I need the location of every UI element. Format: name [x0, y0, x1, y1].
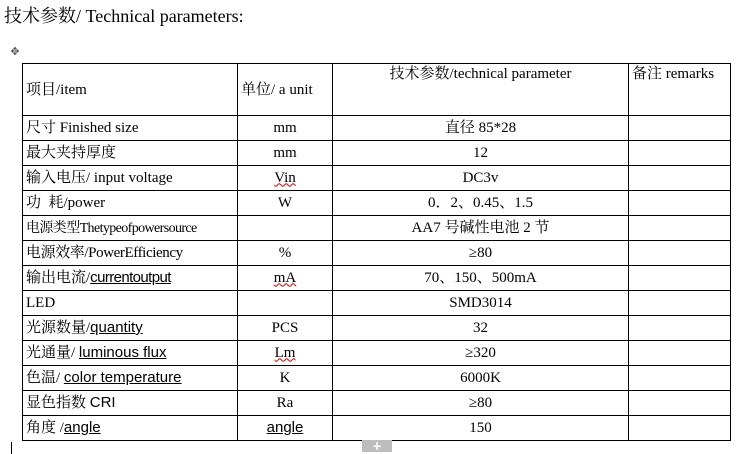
row-remarks [629, 316, 731, 341]
row-item: 电源效率/PowerEfficiency [23, 241, 238, 266]
row-value: 12 [333, 141, 629, 166]
row-item: 尺寸 Finished size [23, 116, 238, 141]
row-value: 6000K [333, 366, 629, 391]
row-value: ≥320 [333, 341, 629, 366]
row-remarks [629, 116, 731, 141]
row-item: 功 耗/power [23, 191, 238, 216]
header-unit: 单位/ a unit [238, 64, 333, 116]
row-value: AA7 号碱性电池 2 节 [333, 216, 629, 241]
row-unit [238, 266, 333, 291]
row-unit: mm [238, 116, 333, 141]
row-unit-text: Lm [274, 344, 296, 361]
row-item [23, 341, 238, 366]
row-unit [238, 341, 333, 366]
row-value: 0．2、0.45、1.5 [333, 191, 629, 216]
table-row [23, 116, 731, 141]
row-remarks [629, 241, 731, 266]
row-item-label: 显色指数 [26, 395, 90, 411]
table-row [23, 216, 731, 241]
row-item-label: 输出电流/ [26, 270, 91, 286]
row-remarks [629, 341, 731, 366]
header-parameter: 技术参数/technical parameter [333, 64, 629, 116]
row-remarks [629, 291, 731, 316]
row-value: DC3v [333, 166, 629, 191]
row-unit: Ra [238, 391, 333, 416]
row-unit-text: Vin [274, 169, 296, 186]
row-item-english: quantity [90, 319, 143, 336]
row-item [23, 266, 238, 291]
row-item-english: luminous flux [78, 344, 167, 361]
table-row [23, 291, 731, 316]
table-row [23, 166, 731, 191]
row-item [23, 366, 238, 391]
row-unit: % [238, 241, 333, 266]
row-item-english: currentoutput [90, 269, 171, 286]
row-remarks [629, 166, 731, 191]
row-unit-text: mA [273, 269, 297, 286]
row-unit: PCS [238, 316, 333, 341]
table-row [23, 191, 731, 216]
row-value: SMD3014 [333, 291, 629, 316]
row-item [23, 416, 238, 441]
row-item-english: angle [63, 419, 101, 436]
row-item [23, 391, 238, 416]
row-remarks [629, 216, 731, 241]
row-unit: K [238, 366, 333, 391]
row-item-label: 光源数量/ [26, 320, 91, 336]
row-item-label: 色温/ [26, 370, 64, 386]
row-item-label: 光通量/ [26, 345, 79, 361]
row-value: ≥80 [333, 241, 629, 266]
row-remarks [629, 141, 731, 166]
row-remarks [629, 266, 731, 291]
row-value: 150 [333, 416, 629, 441]
table-row [23, 266, 731, 291]
table-row [23, 416, 731, 441]
row-unit: W [238, 191, 333, 216]
row-unit [238, 166, 333, 191]
parameters-table [22, 63, 731, 441]
table-row [23, 391, 731, 416]
move-cross-icon[interactable]: ✥ [10, 45, 20, 58]
row-value: 70、150、500mA [333, 266, 629, 291]
row-item: 电源类型Thetypeofpowersource [23, 216, 238, 241]
row-item [23, 316, 238, 341]
header-remarks: 备注 remarks [629, 64, 731, 116]
row-remarks [629, 416, 731, 441]
plus-icon[interactable]: + [362, 440, 392, 452]
row-unit [238, 216, 333, 241]
row-unit-text: angle [266, 419, 304, 436]
row-unit [238, 291, 333, 316]
row-item-english: color temperature [63, 369, 182, 386]
row-item: 最大夹持厚度 [23, 141, 238, 166]
row-remarks [629, 391, 731, 416]
row-unit: mm [238, 141, 333, 166]
row-unit [238, 416, 333, 441]
row-item: LED [23, 291, 238, 316]
page-heading: 技术参数/ Technical parameters: [4, 6, 244, 26]
header-item: 项目/item [23, 64, 238, 116]
row-remarks [629, 191, 731, 216]
table-row [23, 316, 731, 341]
text-cursor [11, 442, 12, 454]
table-row [23, 366, 731, 391]
row-value: ≥80 [333, 391, 629, 416]
table-header-row [23, 64, 731, 116]
row-value: 32 [333, 316, 629, 341]
row-item-english: CRI [89, 394, 116, 411]
table-row [23, 341, 731, 366]
row-item: 输入电压/ input voltage [23, 166, 238, 191]
row-remarks [629, 366, 731, 391]
table-row [23, 141, 731, 166]
table-row [23, 241, 731, 266]
row-item-label: 角度 / [26, 420, 64, 436]
row-value: 直径 85*28 [333, 116, 629, 141]
